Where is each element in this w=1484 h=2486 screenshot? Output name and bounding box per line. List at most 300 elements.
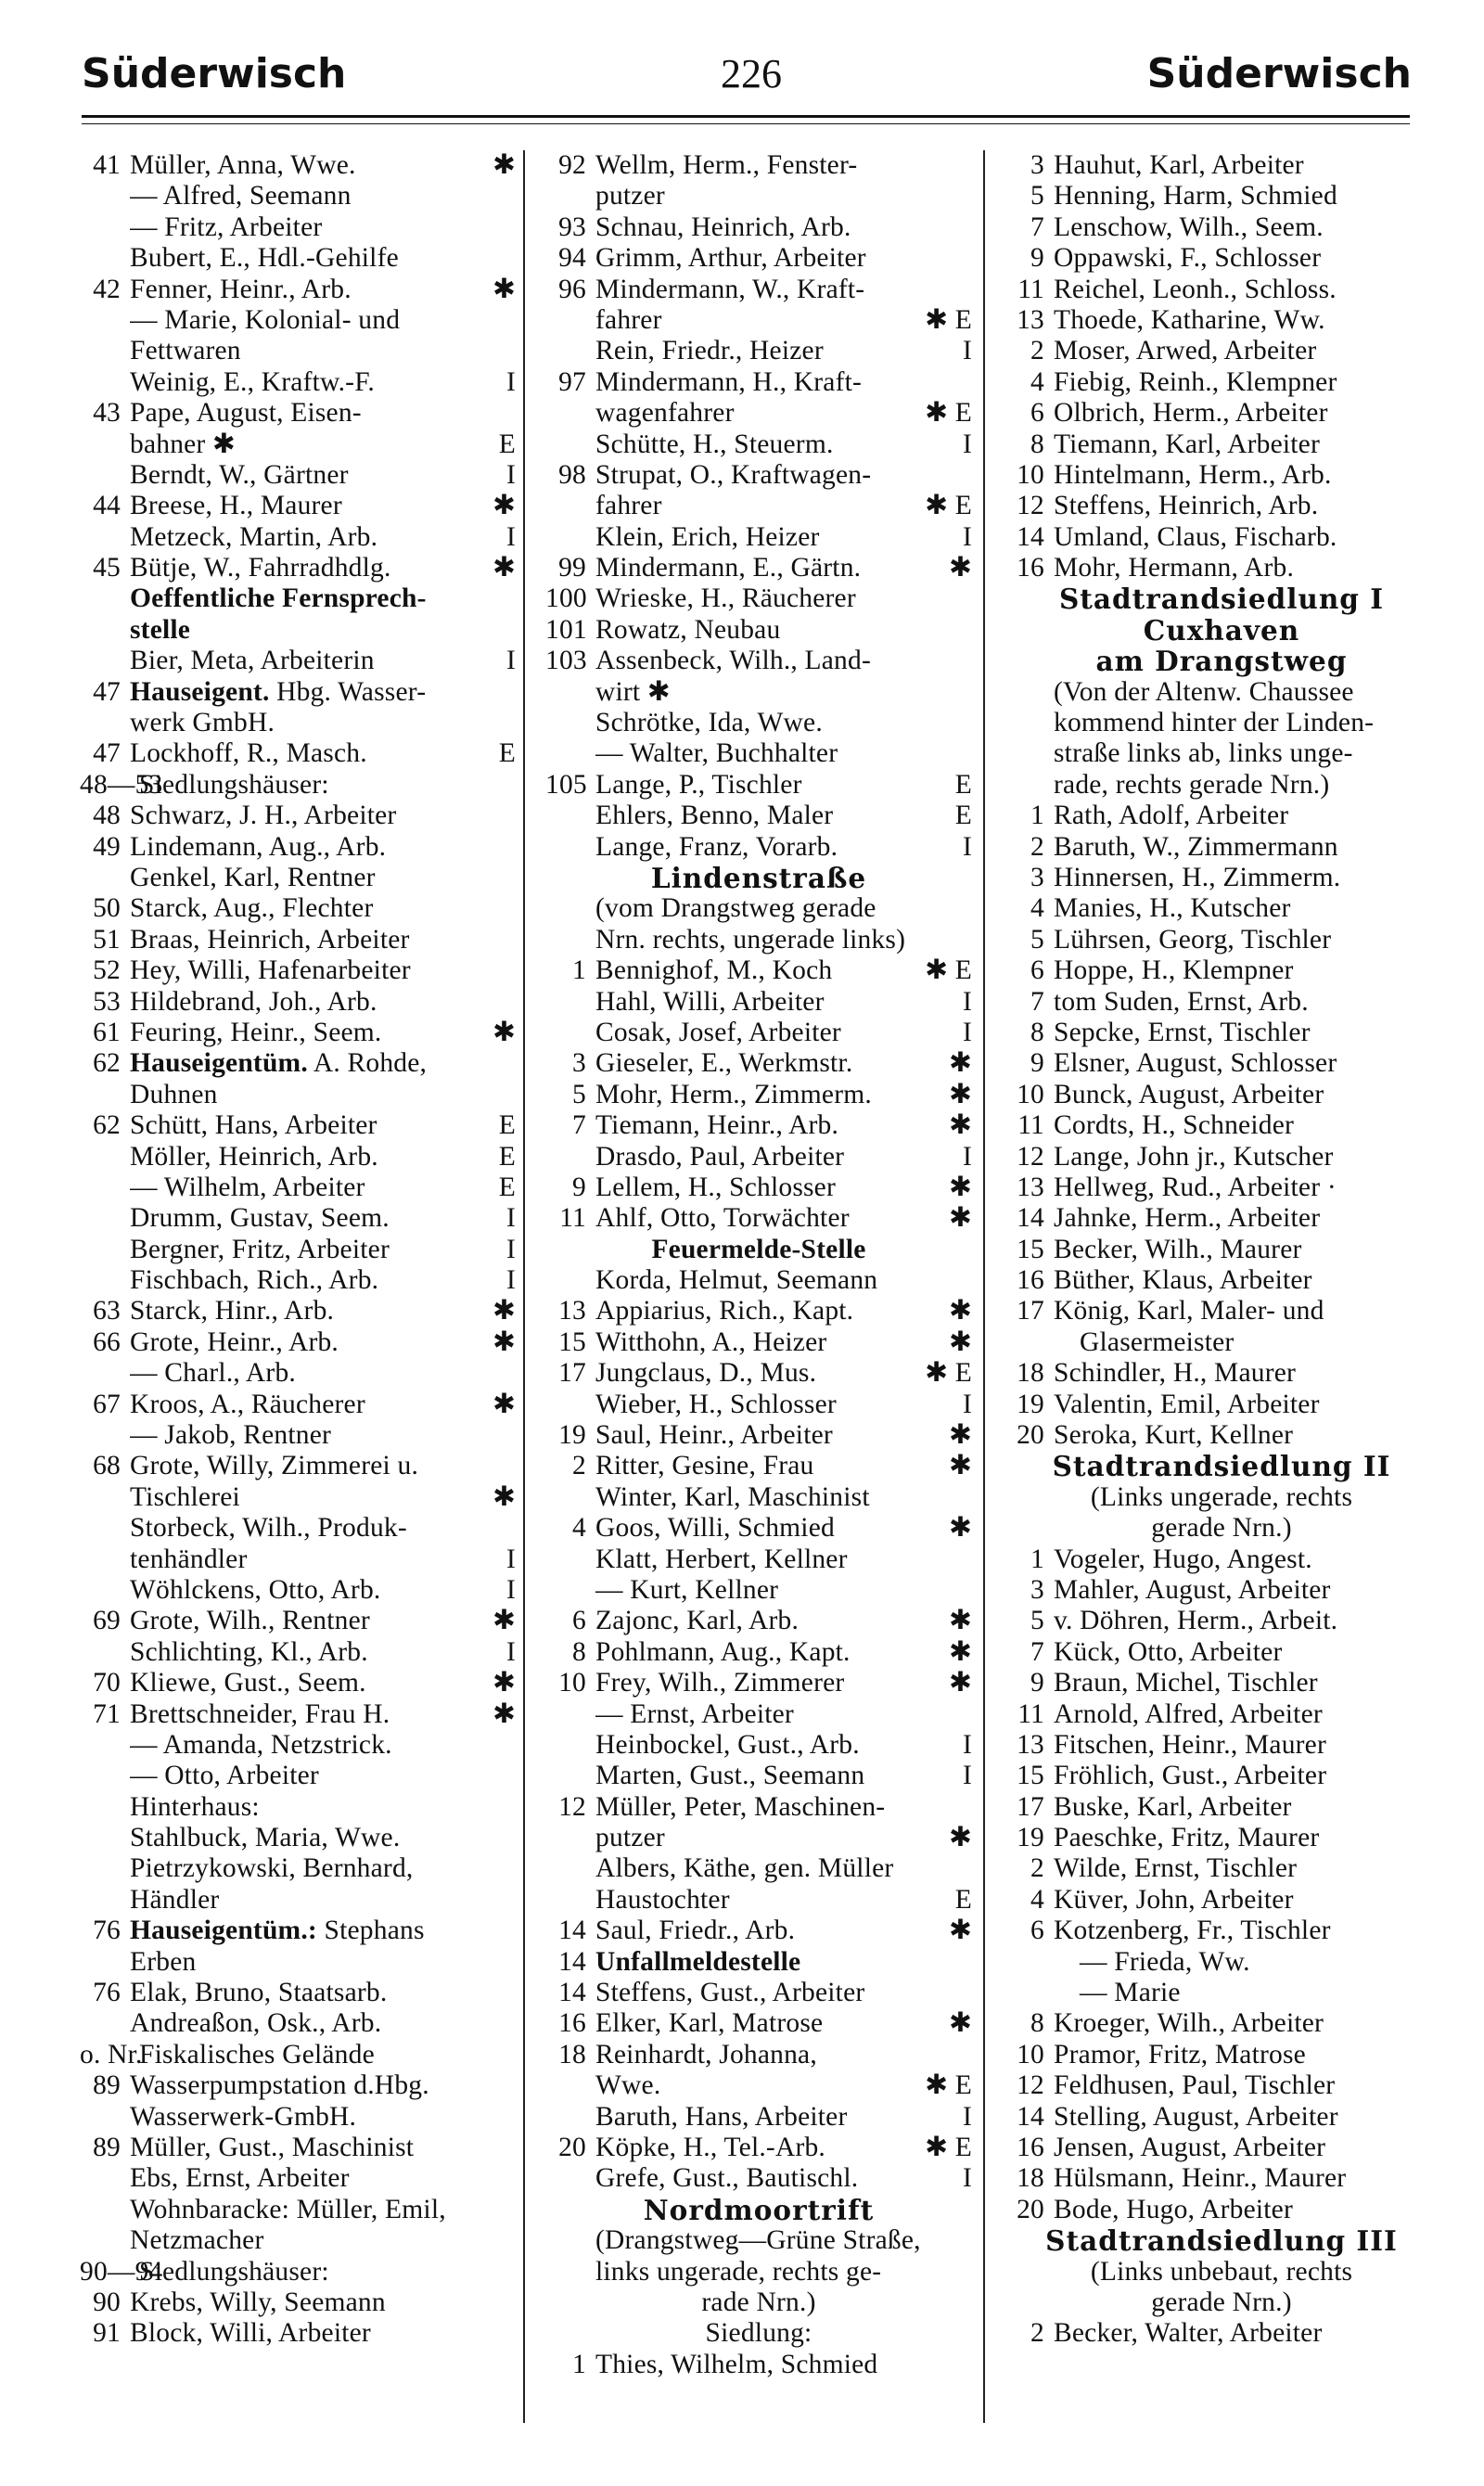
resident-entry: (Drangstweg—Grüne Straße, [595, 2225, 921, 2256]
house-number [545, 1823, 595, 1853]
directory-line [1004, 1637, 1439, 1668]
directory-line [545, 1265, 972, 1296]
house-number [545, 1018, 595, 1048]
house-number: 10 [558, 1668, 586, 1698]
heading-text: Feuermelde-Stelle [651, 1234, 866, 1264]
house-number [80, 1203, 130, 1234]
entry-marker: ✱ E [925, 2133, 972, 2162]
house-number [80, 1761, 130, 1791]
section-heading [545, 1235, 972, 1265]
house-number: 44 [93, 491, 121, 521]
entry-marker: ✱ [493, 1698, 516, 1729]
directory-line [1004, 398, 1439, 429]
house-number [545, 491, 595, 521]
entry-marker: I [962, 1761, 972, 1791]
heading-text: gerade Nrn.) [1151, 1513, 1292, 1544]
house-number [80, 708, 130, 738]
entry-marker: ✱ [493, 274, 516, 304]
resident-entry: tenhändler [130, 1544, 248, 1574]
entry-marker [948, 2225, 972, 2256]
resident-entry: Pohlmann, Aug., Kapt. [595, 1636, 851, 1667]
directory-line [80, 429, 516, 460]
house-number [545, 1761, 595, 1791]
house-number: 19 [1017, 1389, 1044, 1419]
resident-entry: Reichel, Leonh., Schloss. [1054, 274, 1337, 304]
resident-entry: Strupat, O., Kraftwagen- [595, 459, 872, 490]
entry-marker [1415, 1173, 1439, 1203]
directory-line [1004, 1761, 1439, 1791]
entry-marker: I [505, 1265, 516, 1296]
entry-marker: ✱ E [925, 2070, 972, 2101]
house-number: 4 [1030, 1884, 1044, 1915]
resident-entry: Olbrich, Herm., Arbeiter [1054, 398, 1328, 429]
directory-line [545, 243, 972, 274]
resident-entry: stelle [130, 614, 191, 645]
house-number [80, 429, 130, 460]
directory-line [1004, 1885, 1439, 1916]
directory-line [80, 2287, 516, 2318]
directory-line [1004, 243, 1439, 274]
house-number: 48—53 [80, 769, 163, 800]
directory-line [1004, 925, 1439, 955]
entry-marker [1415, 553, 1439, 583]
resident-entry: Hey, Willi, Hafenarbeiter [130, 955, 411, 986]
column-2 [545, 150, 972, 2380]
directory-line [1004, 336, 1439, 366]
house-number [80, 1885, 130, 1916]
resident-entry: Erben [130, 1946, 197, 1977]
house-number: 100 [545, 583, 587, 614]
resident-entry: fahrer [595, 491, 662, 521]
house-number: 10 [1017, 459, 1044, 490]
house-number: 14 [558, 1946, 586, 1977]
directory-line [1004, 212, 1439, 243]
entry-marker [1415, 2070, 1439, 2101]
directory-line [545, 2102, 972, 2133]
entry-marker [492, 2287, 516, 2318]
house-number: 66 [93, 1326, 121, 1357]
entry-marker: ✱ [493, 1017, 516, 1047]
directory-line [80, 1482, 516, 1513]
entry-marker: E [498, 429, 516, 459]
house-number [1004, 677, 1054, 708]
resident-entry: Mindermann, E., Gärtn. [595, 553, 862, 583]
directory-line [545, 1668, 972, 1698]
directory-line [1004, 1018, 1439, 1048]
resident-entry: Frey, Wilh., Zimmerer [595, 1668, 845, 1698]
resident-entry: Braas, Heinrich, Arbeiter [130, 924, 410, 955]
resident-entry: Henning, Harm, Schmied [1054, 181, 1337, 211]
directory-line [80, 553, 516, 583]
house-number [80, 2102, 130, 2133]
heading-text: gerade Nrn.) [1151, 2287, 1292, 2317]
entry-marker [1415, 2133, 1439, 2163]
resident-entry: Cosak, Josef, Arbeiter [595, 1017, 841, 1047]
entry-marker [492, 1853, 516, 1884]
directory-line [1004, 955, 1439, 986]
entry-marker [948, 925, 972, 955]
entry-marker [948, 460, 972, 491]
directory-line [545, 677, 972, 708]
house-number: 76 [93, 1978, 121, 2008]
house-number: 11 [1017, 274, 1044, 304]
directory-line [545, 893, 972, 924]
entry-marker [1415, 1978, 1439, 2008]
heading-text: am Drangstweg [1095, 646, 1348, 677]
entry-marker: ✱ [493, 553, 516, 583]
directory-line [545, 1110, 972, 1141]
house-number [545, 708, 595, 738]
entry-marker [492, 2225, 516, 2256]
directory-line [1004, 2070, 1439, 2101]
entry-marker [492, 1885, 516, 1916]
resident-entry: Jensen, August, Arbeiter [1054, 2133, 1326, 2162]
entry-marker [1415, 1730, 1439, 1761]
resident-entry: Steffens, Gust., Arbeiter [595, 1978, 865, 2008]
entry-marker [1415, 1110, 1439, 1141]
directory-line [80, 1823, 516, 1853]
resident-entry: Jahnke, Herm., Arbeiter [1054, 1203, 1321, 1234]
resident-entry: Bode, Hugo, Arbeiter [1054, 2194, 1293, 2224]
directory-line [1004, 1978, 1439, 2008]
directory-line [80, 491, 516, 521]
house-number: 3 [572, 1048, 586, 1079]
directory-line [80, 801, 516, 831]
directory-line [1004, 708, 1439, 738]
directory-line [1004, 1296, 1439, 1326]
entry-marker [948, 2257, 972, 2287]
resident-entry: Pramor, Fritz, Matrose [1054, 2039, 1306, 2070]
entry-marker: ✱ [493, 1389, 516, 1419]
resident-entry: Rath, Adolf, Arbeiter [1054, 801, 1289, 831]
house-number: 5 [1030, 1606, 1044, 1636]
house-number: 11 [1017, 1110, 1044, 1141]
resident-entry: Händler [130, 1884, 220, 1915]
entry-marker [1415, 1390, 1439, 1420]
house-number: 15 [1017, 1761, 1044, 1791]
entry-marker [1415, 2318, 1439, 2349]
resident-entry: Siedlungshäuser: [139, 769, 329, 800]
resident-entry: — Charl., Arb. [130, 1358, 296, 1389]
resident-entry: Becker, Wilh., Maurer [1054, 1234, 1302, 1264]
entry-marker [1415, 863, 1439, 893]
resident-entry: Fiebig, Reinh., Klempner [1054, 366, 1337, 397]
entry-marker [492, 181, 516, 211]
house-number: 61 [93, 1017, 121, 1047]
directory-line [545, 1544, 972, 1575]
entry-marker [948, 708, 972, 738]
house-number [545, 2257, 595, 2287]
directory-line [545, 1916, 972, 1946]
entry-marker [492, 1451, 516, 1481]
resident-entry: tom Suden, Ernst, Arb. [1054, 986, 1309, 1017]
bold-prefix: Hauseigentüm.: [130, 1916, 317, 1946]
directory-line [1004, 460, 1439, 491]
resident-entry: links ungerade, rechts ge- [595, 2256, 882, 2287]
resident-entry: — Alfred, Seemann [130, 181, 352, 211]
resident-entry: (vom Drangstweg gerade [595, 893, 876, 924]
house-number: 68 [93, 1451, 121, 1481]
resident-entry: Hellweg, Rud., Arbeiter · [1054, 1172, 1337, 1202]
house-number [80, 1080, 130, 1110]
entry-marker [492, 583, 516, 614]
directory-line [80, 2163, 516, 2194]
house-number: 6 [572, 1606, 586, 1636]
directory-line [545, 1420, 972, 1451]
entry-marker [948, 1544, 972, 1575]
entry-marker [948, 275, 972, 305]
house-number: 8 [1030, 429, 1044, 459]
directory-line [1004, 429, 1439, 460]
entry-marker [1415, 770, 1439, 801]
resident-entry: Möller, Heinrich, Arb. [130, 1141, 378, 1172]
directory-line [1004, 181, 1439, 211]
resident-entry: Elker, Karl, Matrose [595, 2008, 824, 2039]
house-number: 52 [93, 955, 121, 986]
heading-text: Stadtrandsiedlung I [1058, 583, 1385, 615]
resident-entry: werk GmbH. [130, 708, 275, 738]
directory-line [1004, 305, 1439, 336]
entry-marker [492, 770, 516, 801]
entry-marker: I [962, 429, 972, 459]
directory-line [545, 1296, 972, 1326]
entry-marker [492, 1823, 516, 1853]
house-number [545, 398, 595, 429]
house-number [80, 1637, 130, 1668]
directory-line [80, 646, 516, 676]
resident-entry: Lange, John jr., Kutscher [1054, 1141, 1334, 1172]
house-number: 10 [1017, 2039, 1044, 2070]
entry-marker: E [954, 769, 972, 800]
resident-entry: König, Karl, Maler- und [1054, 1296, 1324, 1326]
resident-entry: Marten, Gust., Seemann [595, 1761, 865, 1791]
entry-marker: E [498, 1141, 516, 1172]
directory-line [545, 770, 972, 801]
entry-marker: ✱ [949, 2008, 972, 2039]
resident-entry: wirt ✱ [595, 676, 671, 707]
entry-marker [948, 1853, 972, 1884]
house-number [80, 1358, 130, 1389]
house-number: 9 [572, 1172, 586, 1202]
resident-entry: Genkel, Karl, Rentner [130, 862, 376, 892]
directory-line [1004, 987, 1439, 1018]
house-number [80, 181, 130, 211]
house-number: 90 [93, 2287, 121, 2317]
house-number [545, 181, 595, 211]
house-number [545, 2225, 595, 2256]
resident-entry: Thoede, Katharine, Ww. [1054, 304, 1325, 335]
resident-entry: Schütte, H., Steuerm. [595, 429, 834, 459]
entry-marker [948, 615, 972, 646]
house-number [80, 1575, 130, 1606]
entry-marker [1415, 1761, 1439, 1791]
directory-line [1004, 1420, 1439, 1451]
header-street-left: Süderwisch [82, 50, 347, 97]
resident-entry: Hildebrand, Joh., Arb. [130, 986, 377, 1017]
house-number [545, 2070, 595, 2101]
resident-entry: Baruth, Hans, Arbeiter [595, 2101, 848, 2132]
entry-marker [1415, 1203, 1439, 1234]
directory-line [545, 1327, 972, 1358]
entry-marker: I [505, 366, 516, 397]
directory-line [80, 150, 516, 181]
directory-line [1004, 1048, 1439, 1079]
directory-line [1004, 801, 1439, 831]
house-number [545, 801, 595, 831]
entry-marker [1415, 243, 1439, 274]
directory-line [80, 677, 516, 708]
house-number [80, 1235, 130, 1265]
entry-marker [1415, 1142, 1439, 1173]
resident-entry: Kotzenberg, Fr., Tischler [1054, 1916, 1331, 1946]
entry-marker: ✱ [949, 1172, 972, 1202]
resident-entry: Kroeger, Wilh., Arbeiter [1054, 2008, 1324, 2039]
directory-line [80, 2070, 516, 2101]
resident-entry: Küver, John, Arbeiter [1054, 1884, 1294, 1915]
entry-marker [492, 212, 516, 243]
entry-marker [1415, 1916, 1439, 1946]
directory-line [545, 1699, 972, 1730]
house-number: 13 [1017, 1729, 1044, 1760]
directory-line [545, 1358, 972, 1389]
entry-marker: ✱ [493, 1606, 516, 1636]
house-number: 16 [558, 2008, 586, 2039]
resident-entry: Hahl, Willi, Arbeiter [595, 986, 825, 1017]
entry-marker [492, 1080, 516, 1110]
resident-entry: Lenschow, Wilh., Seem. [1054, 211, 1324, 242]
entry-marker: I [505, 1544, 516, 1574]
house-number: 13 [1017, 1172, 1044, 1202]
entry-marker [1415, 738, 1439, 769]
resident-entry: Schindler, H., Maurer [1054, 1358, 1297, 1389]
house-number [545, 893, 595, 924]
entry-marker [1415, 1048, 1439, 1079]
entry-marker [492, 677, 516, 708]
resident-entry: Ahlf, Otto, Torwächter [595, 1203, 850, 1234]
resident-entry: Grimm, Arthur, Arbeiter [595, 243, 866, 274]
directory-line [1004, 2318, 1439, 2349]
house-number: 2 [1030, 831, 1044, 862]
directory-line [80, 1296, 516, 1326]
resident-entry: Hinterhaus: [130, 1791, 260, 1822]
directory-line [1004, 1203, 1439, 1234]
house-number: 19 [558, 1420, 586, 1451]
entry-marker [1415, 1637, 1439, 1668]
house-number: 71 [93, 1698, 121, 1729]
heading-text: Stadtrandsiedlung III [1045, 2225, 1398, 2257]
resident-entry: Starck, Hinr., Arb. [130, 1296, 335, 1326]
resident-entry: Jungclaus, D., Mus. [595, 1358, 817, 1389]
house-number [80, 1142, 130, 1173]
entry-marker [492, 1730, 516, 1761]
resident-entry: — Kurt, Kellner [595, 1574, 779, 1605]
entry-marker [948, 150, 972, 181]
directory-line [1004, 863, 1439, 893]
entry-marker [1415, 1823, 1439, 1853]
resident-entry: Weinig, E., Kraftw.-F. [130, 366, 376, 397]
directory-line [545, 1978, 972, 2008]
house-number [545, 522, 595, 553]
entry-marker: ✱ [949, 1326, 972, 1357]
directory-line [1004, 2133, 1439, 2163]
house-number: 6 [1030, 955, 1044, 986]
entry-marker [948, 893, 972, 924]
entry-marker [1415, 1792, 1439, 1823]
house-number [545, 1699, 595, 1730]
resident-entry: Unfallmeldestelle [595, 1946, 801, 1977]
directory-line [1004, 1327, 1439, 1358]
resident-entry: Moser, Arwed, Arbeiter [1054, 336, 1317, 366]
directory-line [1004, 2102, 1439, 2133]
directory-line [545, 275, 972, 305]
house-number: 11 [559, 1203, 586, 1234]
resident-entry: — Marie [1080, 1978, 1181, 2008]
entry-marker: I [962, 1389, 972, 1419]
entry-marker [492, 615, 516, 646]
house-number [545, 987, 595, 1018]
entry-marker [1415, 367, 1439, 398]
house-number [80, 583, 130, 614]
header-street-right: Süderwisch [1146, 50, 1412, 97]
directory-line [1004, 275, 1439, 305]
entry-marker [1415, 460, 1439, 491]
directory-line [80, 1451, 516, 1481]
section-heading [1004, 1513, 1439, 1544]
house-number: 20 [1017, 1420, 1044, 1451]
house-number: 69 [93, 1606, 121, 1636]
resident-entry: Brettschneider, Frau H. [130, 1698, 390, 1729]
house-number [545, 738, 595, 769]
house-number: 18 [1017, 1358, 1044, 1389]
house-number: 2 [1030, 2318, 1044, 2349]
directory-line [545, 1018, 972, 1048]
entry-marker [492, 1916, 516, 1946]
header-rule-thick [82, 115, 1410, 118]
entry-marker [948, 583, 972, 614]
directory-line [545, 150, 972, 181]
directory-line [1004, 770, 1439, 801]
entry-marker: ✱ [493, 1481, 516, 1512]
resident-entry: Witthohn, A., Heizer [595, 1326, 827, 1357]
directory-line [1004, 1853, 1439, 1884]
resident-entry: Saul, Heinr., Arbeiter [595, 1420, 833, 1451]
directory-line [1004, 1668, 1439, 1698]
heading-text: (Links ungerade, rechts [1090, 1481, 1353, 1512]
house-number [80, 1947, 130, 1978]
house-number: 94 [558, 243, 586, 274]
entry-marker: E [954, 1884, 972, 1915]
house-number [545, 429, 595, 460]
entry-marker [948, 2350, 972, 2380]
house-number: 19 [1017, 1823, 1044, 1853]
house-number [1004, 708, 1054, 738]
entry-marker [1415, 1235, 1439, 1265]
directory-line [80, 2225, 516, 2256]
entry-marker: ✱ [493, 1296, 516, 1326]
directory-line [80, 1048, 516, 1079]
resident-entry: Appiarius, Rich., Kapt. [595, 1296, 854, 1326]
directory-line [545, 1853, 972, 1884]
resident-entry: Lindemann, Aug., Arb. [130, 831, 387, 862]
house-number: 2 [572, 1451, 586, 1481]
resident-entry: Assenbeck, Wilh., Land- [595, 646, 871, 676]
house-number [1004, 1978, 1054, 2008]
house-number: 12 [558, 1791, 586, 1822]
resident-entry: Fenner, Heinr., Arb. [130, 274, 352, 304]
resident-entry: Glasermeister [1080, 1326, 1235, 1357]
entry-marker [492, 2257, 516, 2287]
directory-line [545, 2008, 972, 2039]
